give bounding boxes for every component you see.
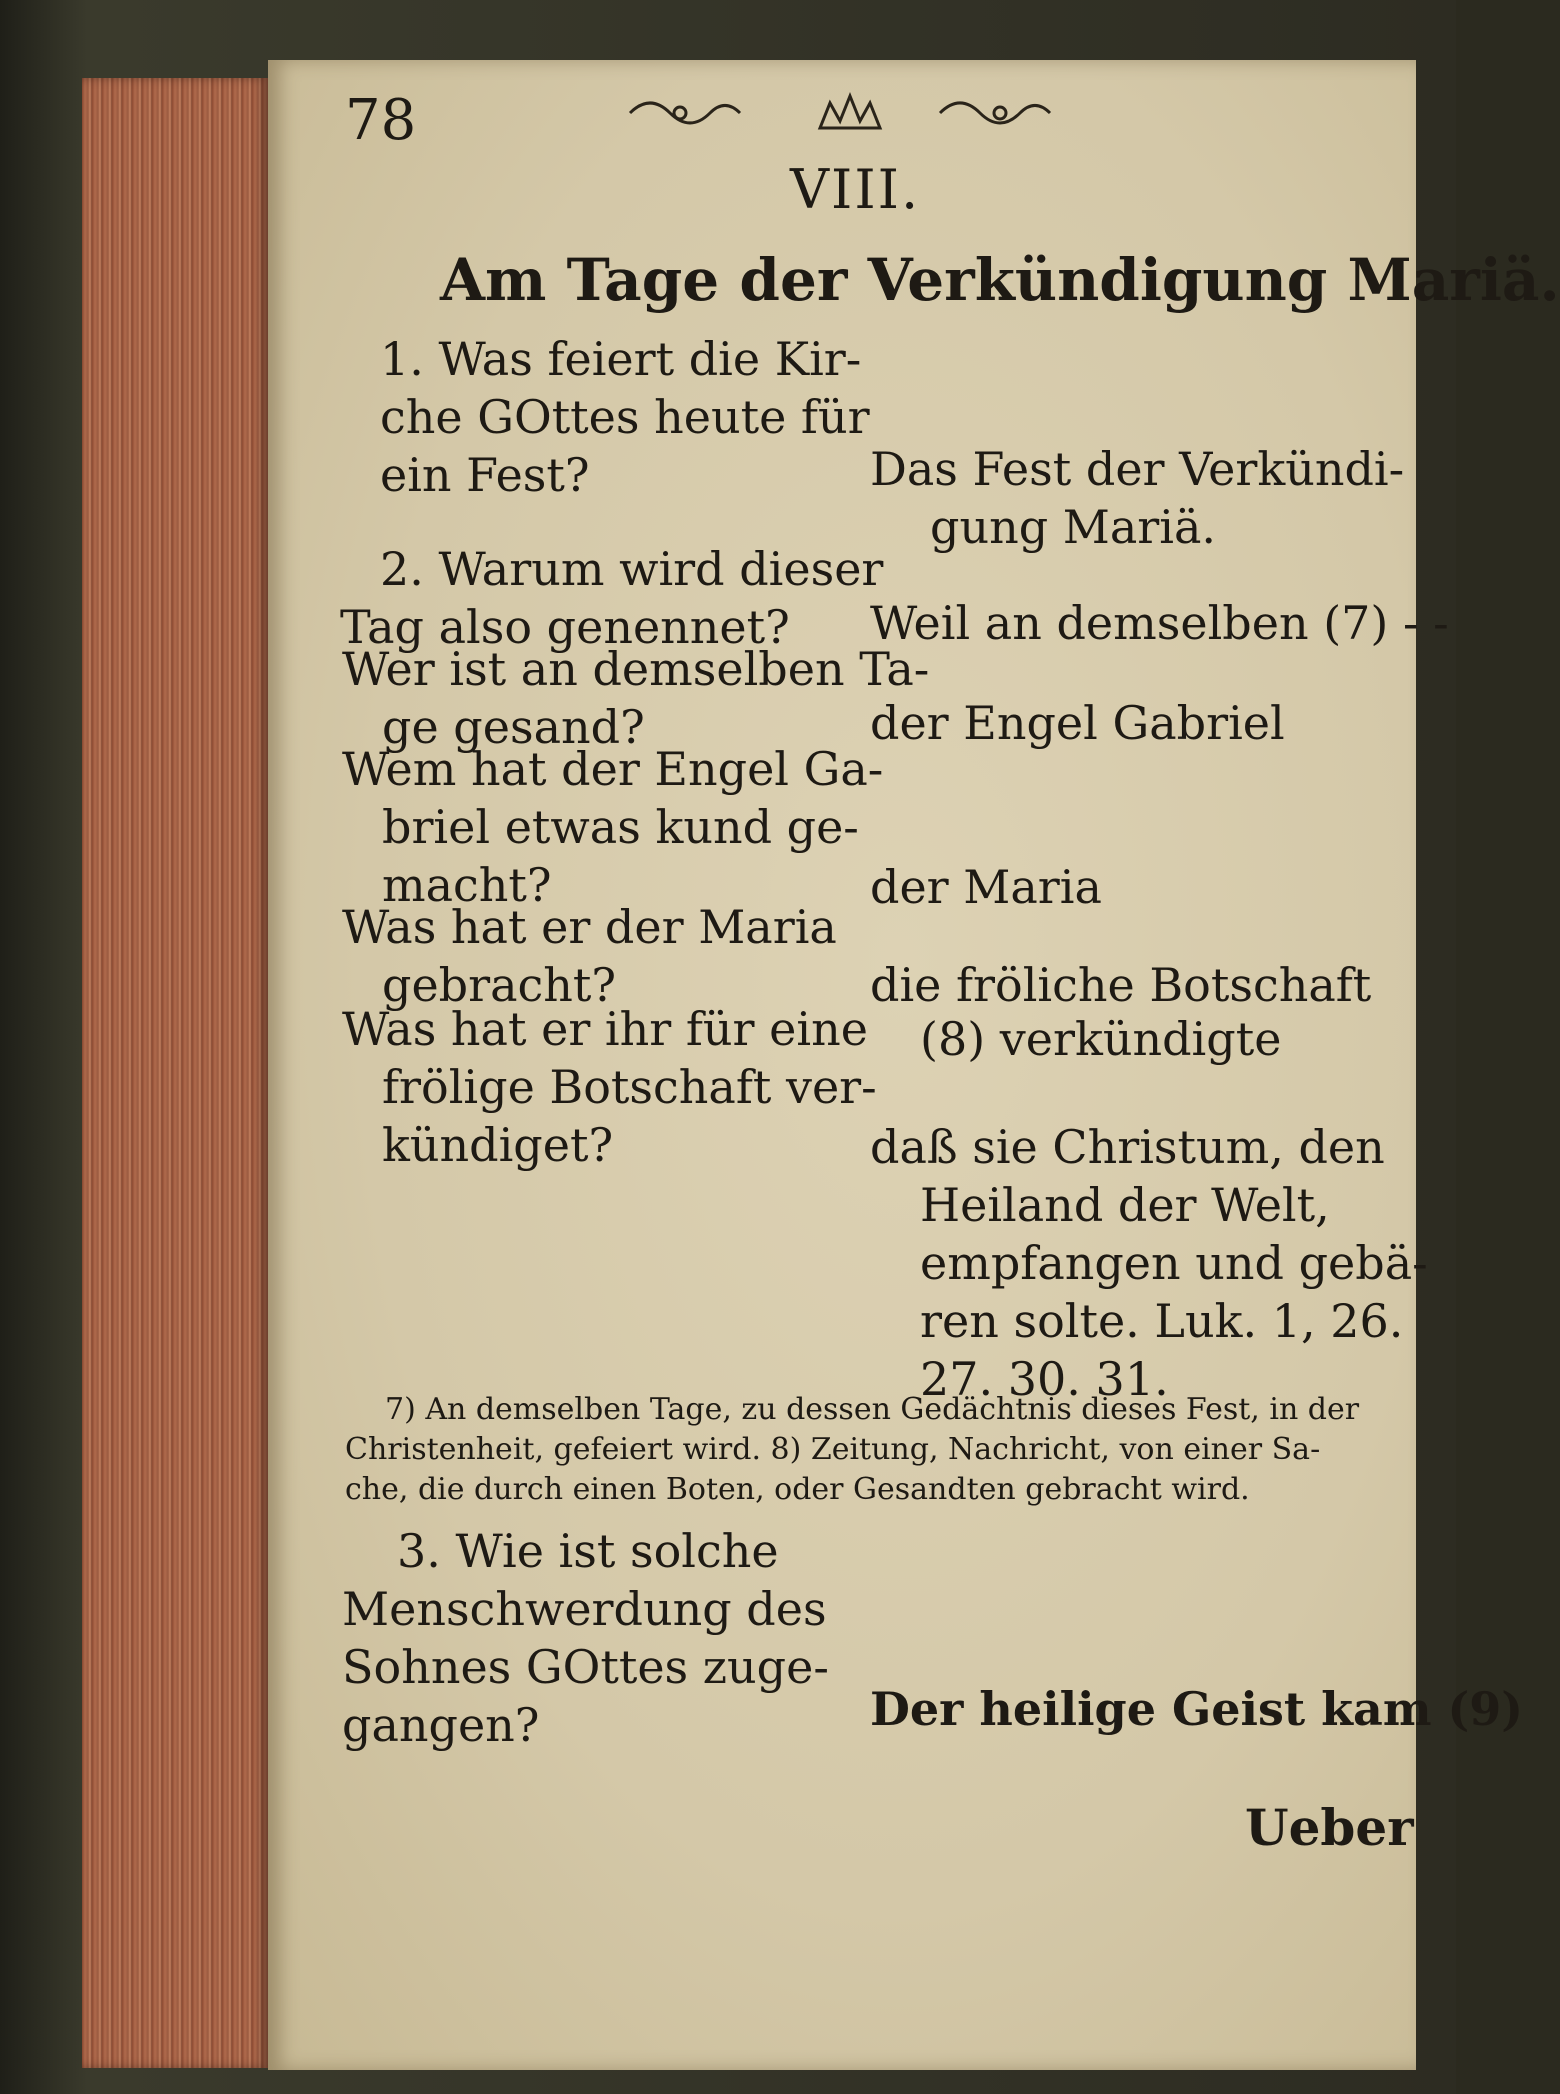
- text-line: empfangen und gebä-: [920, 1236, 1428, 1290]
- answer-3: [870, 694, 1285, 752]
- text-line: Sohnes GOttes zuge-: [342, 1640, 829, 1694]
- text-line: der Maria: [870, 860, 1102, 914]
- text-line: kündiget?: [382, 1118, 614, 1172]
- text-line: ren solte. Luk. 1, 26.: [920, 1294, 1404, 1348]
- text-line: gangen?: [342, 1698, 540, 1752]
- answer-6: [870, 1010, 1428, 1408]
- text-line: Weil an demselben (7) - -: [870, 596, 1449, 650]
- footnote-line: 7) An demselben Tage, zu dessen Gedächtnis dieses Fest, in der: [385, 1392, 1360, 1427]
- footnotes: [345, 1390, 1359, 1510]
- text-line: 27. 30. 31.: [920, 1352, 1169, 1406]
- question-6: [342, 1000, 877, 1174]
- text-line: briel etwas kund ge-: [382, 800, 859, 854]
- catchword: Ueber: [1245, 1798, 1414, 1857]
- footnote-line: Christenheit, gefeiert wird. 8) Zeitung, Nachricht, von einer Sa-: [345, 1432, 1321, 1467]
- answer-4: [870, 858, 1102, 916]
- question-1: [380, 330, 870, 504]
- text-line: frölige Botschaft ver-: [382, 1060, 877, 1114]
- text-line: die fröliche Botschaft: [870, 958, 1372, 1012]
- text-line: ge gesand?: [382, 700, 645, 754]
- text-line: Was hat er ihr für eine: [342, 1002, 868, 1056]
- text-line: Das Fest der Verkündi-: [870, 442, 1405, 496]
- page-edges: [82, 78, 268, 2068]
- answer-5: [870, 956, 1371, 1014]
- footnote-line: che, die durch einen Boten, oder Gesandten gebracht wird.: [345, 1472, 1250, 1507]
- question-4: [342, 740, 883, 914]
- question-7: [342, 1522, 829, 1754]
- text-line: gebracht?: [382, 958, 617, 1012]
- text-line: Heiland der Welt,: [920, 1178, 1330, 1232]
- text-line: Der heilige Geist kam (9): [870, 1682, 1524, 1736]
- text-line: Was hat er der Maria: [342, 900, 837, 954]
- text-line: 1. Was feiert die Kir-: [380, 332, 862, 386]
- page-number: 78: [345, 88, 417, 153]
- text-line: gung Mariä.: [930, 500, 1217, 554]
- answer-2: [870, 594, 1449, 652]
- header-ornament-icon: [620, 88, 1100, 138]
- text-line: daß sie Christum, den: [870, 1120, 1385, 1174]
- section-number: VIII.: [790, 158, 921, 221]
- text-line: Wer ist an demselben Ta-: [342, 642, 930, 696]
- question-5: [342, 898, 837, 1014]
- text-line: ein Fest?: [380, 448, 590, 502]
- question-2: [340, 540, 884, 656]
- text-line: 2. Warum wird dieser: [380, 542, 884, 596]
- text-line: Tag also genennet?: [340, 600, 790, 654]
- text-line: Menschwerdung des: [342, 1582, 827, 1636]
- text-line: Wem hat der Engel Ga-: [342, 742, 884, 796]
- answer-1: [870, 440, 1404, 556]
- answer-7: [870, 1680, 1523, 1738]
- text-line: che GOttes heute für: [380, 390, 870, 444]
- text-line: (8) verkündigte: [920, 1012, 1282, 1066]
- text-line: 3. Wie ist solche: [397, 1524, 779, 1578]
- chapter-title: Am Tage der Verkündigung Mariä.: [440, 246, 1560, 314]
- text-line: der Engel Gabriel: [870, 696, 1285, 750]
- text-line: macht?: [382, 858, 552, 912]
- question-3: [342, 640, 929, 756]
